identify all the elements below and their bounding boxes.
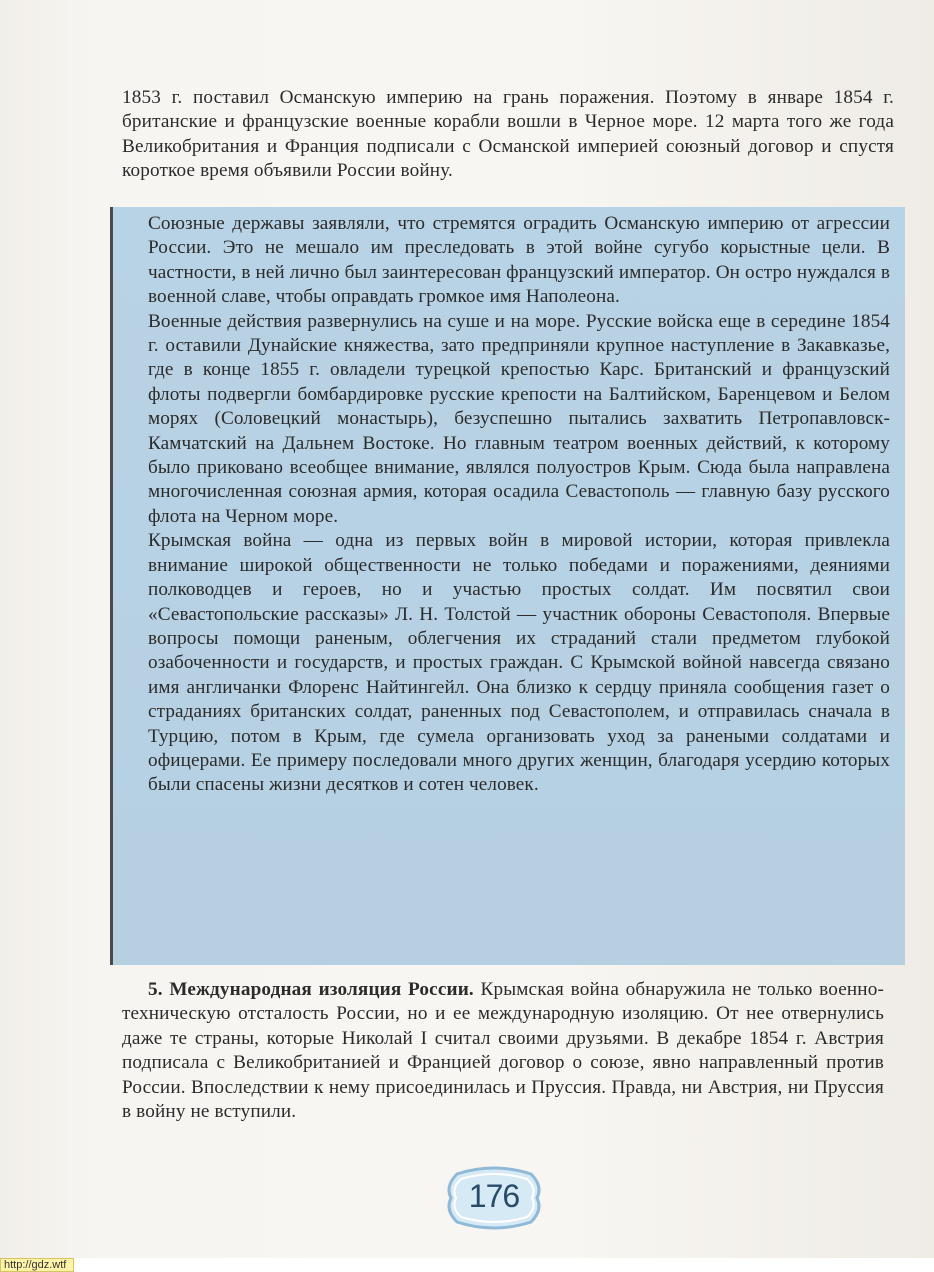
- aside-paragraph-2: Военные действия развернулись на суше и на море. Русские войска еще в середине 1854 г. оставили Дунайские княжества, зато предприняли крупное наступление в Закавказье, где в конце 1855 г. овладели турецкой крепостью Карс. Британский и французский флоты подвергли бомбардировке русские крепости на Балтийском, Баренцевом и Белом морях (Соловецкий монастырь), безуспешно пытались захватить Петропавловск-Камчатский на Дальнем Востоке. Но главным театром военных действий, к которому было приковано всеобщее внимание, являлся полуостров Крым. Сюда была направлена многочисленная союзная армия, которая осадила Севастополь — главную базу русского флота на Черном море.: [148, 310, 890, 527]
- watermark-link[interactable]: http://gdz.wtf: [0, 1258, 74, 1272]
- section-paragraph: [122, 978, 884, 1124]
- page-number: 176: [468, 1178, 520, 1214]
- aside-text-block: [148, 212, 890, 798]
- aside-paragraph-3: Крымская война — одна из первых войн в мировой истории, которая привлекла внимание широкой общественности не только победами и поражениями, деяниями полководцев и героев, но и участью простых солдат. Им посвятил свои «Севастопольские рассказы» Л. Н. Толстой — участник обороны Севастополя. Впервые вопросы помощи раненым, облегчения их страданий стали предметом глубокой озабоченности и государств, и простых граждан. С Крымской войной навсегда связано имя англичанки Флоренс Найтингейл. Она близко к сердцу приняла сообщения газет о страданиях британских солдат, раненных под Севастополем, и отправилась сначала в Турцию, потом в Крым, где сумела организовать уход за ранеными солдатами и офицерами. Ее примеру последовали много других женщин, благодаря усердию которых были спасены жизни десятков и сотен человек.: [148, 530, 890, 796]
- aside-paragraph-1: Союзные державы заявляли, что стремятся оградить Османскую империю от агрессии России. Это не мешало им преследовать в этой войне сугубо корыстные цели. В частности, в ней лично был заинтересован французский император. Он остро нуждался в военной славе, чтобы оправдать громкое имя Наполеона.: [148, 213, 890, 308]
- intro-paragraph: 1853 г. поставил Османскую империю на грань поражения. Поэтому в январе 1854 г. британские и французские военные корабли вошли в Черное море. 12 марта того же года Великобритания и Франция подписали с Османской империей союзный договор и спустя короткое время объявили России войну.: [122, 87, 894, 182]
- page-number-badge: [443, 1164, 545, 1232]
- section-text: Крымская война обнаружила не только военно-техническую отсталость России, но и ее международную изоляцию. От нее отвернулись даже те страны, которые Николай I считал своими друзьями. В декабре 1854 г. Австрия подписала с Великобританией и Францией договор о союзе, явно направленный против России. Впоследствии к нему присоединилась и Пруссия. Правда, ни Австрия, ни Пруссия в войну не вступили.: [122, 979, 884, 1123]
- section-heading: 5. Международная изоляция России.: [148, 979, 474, 1000]
